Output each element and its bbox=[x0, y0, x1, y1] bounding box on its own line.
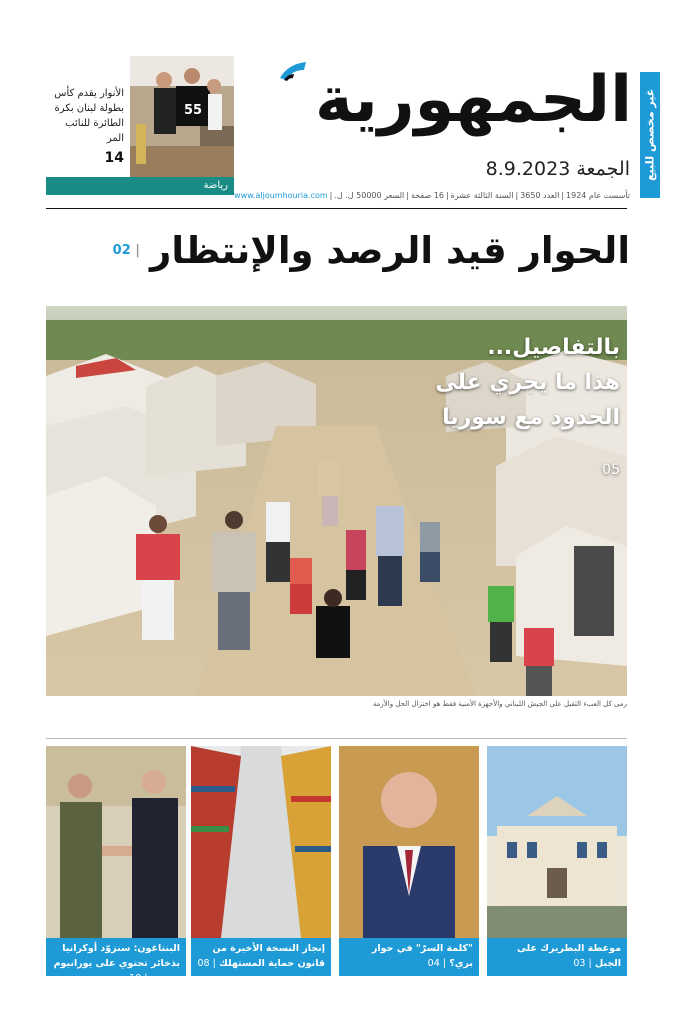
teaser-photo[interactable] bbox=[130, 56, 234, 177]
teaser-section-label[interactable]: رياضة bbox=[46, 177, 234, 195]
page-count: 16 صفحة bbox=[410, 190, 444, 200]
story-title: موعطة البطريرك على الجبل bbox=[517, 943, 621, 969]
masthead-info: تأسست عام 1924 | العدد 3650 | السنة الثالثة عشرة | 16 صفحة | السعر 50000 ل. ل. | www.aljoumhouria.com bbox=[234, 190, 630, 200]
story-page-ref: | 10 bbox=[129, 973, 147, 984]
teaser-page-number: 14 bbox=[104, 150, 124, 166]
founded-year: تأسست عام 1924 bbox=[566, 190, 630, 200]
website-link[interactable]: www.aljoumhouria.com bbox=[234, 190, 328, 200]
story-page-ref: | 04 bbox=[428, 958, 446, 969]
story-card[interactable] bbox=[487, 746, 627, 976]
photo-overlay-headline[interactable] bbox=[380, 330, 620, 435]
story-photo bbox=[46, 746, 186, 938]
story-photo bbox=[487, 746, 627, 938]
overlay-line: الحدود مع سوريا bbox=[442, 405, 620, 430]
story-card[interactable] bbox=[191, 746, 331, 976]
overlay-page-ref: 05 bbox=[602, 462, 620, 478]
overlay-line: بالتفاصيل... bbox=[487, 335, 620, 360]
story-card[interactable] bbox=[46, 746, 186, 984]
story-page-ref: | 08 bbox=[197, 958, 215, 969]
story-photo bbox=[191, 746, 331, 938]
not-for-sale-tab: غير مخصص للبيع bbox=[640, 72, 660, 198]
headline-text: الحوار قيد الرصد والإنتظار bbox=[150, 228, 630, 272]
overlay-line: هذا ما يجري على bbox=[435, 370, 620, 395]
story-title: البنتاغون: سنزوّد أوكرانيا بذخائر تحتوي على يورانيوم منضب bbox=[53, 943, 180, 984]
photo-caption: رمى كل العبء الثقيل على الجيش اللبناني والأجهزة الأمنية فقط هو اختزال الحل والأزمة bbox=[372, 700, 627, 708]
main-headline[interactable] bbox=[60, 220, 630, 280]
story-title: "كلمة السرّ" في حوار بري؟ bbox=[371, 943, 473, 969]
story-card[interactable] bbox=[339, 746, 479, 976]
jersey-number: 55 bbox=[183, 103, 203, 118]
story-photo bbox=[339, 746, 479, 938]
section-divider bbox=[46, 738, 627, 739]
headline-page-ref: | 02 bbox=[113, 243, 140, 258]
publication-year: السنة الثالثة عشرة bbox=[450, 190, 514, 200]
price: السعر 50000 ل. ل. bbox=[334, 190, 405, 200]
story-page-ref: | 03 bbox=[573, 958, 591, 969]
issue-date: الجمعة 8.9.2023 bbox=[485, 158, 630, 180]
issue-number: العدد 3650 bbox=[520, 190, 560, 200]
teaser-headline[interactable]: الأنوار يقدم كأس بطولة لبنان بكرة الطائرة للنائب المر bbox=[54, 88, 124, 144]
newspaper-logo[interactable]: الجمهورية bbox=[314, 63, 632, 137]
masthead-divider bbox=[46, 208, 627, 209]
story-title: إنجاز النسخة الأخيرة من قانون حماية المستهلك bbox=[212, 943, 325, 969]
